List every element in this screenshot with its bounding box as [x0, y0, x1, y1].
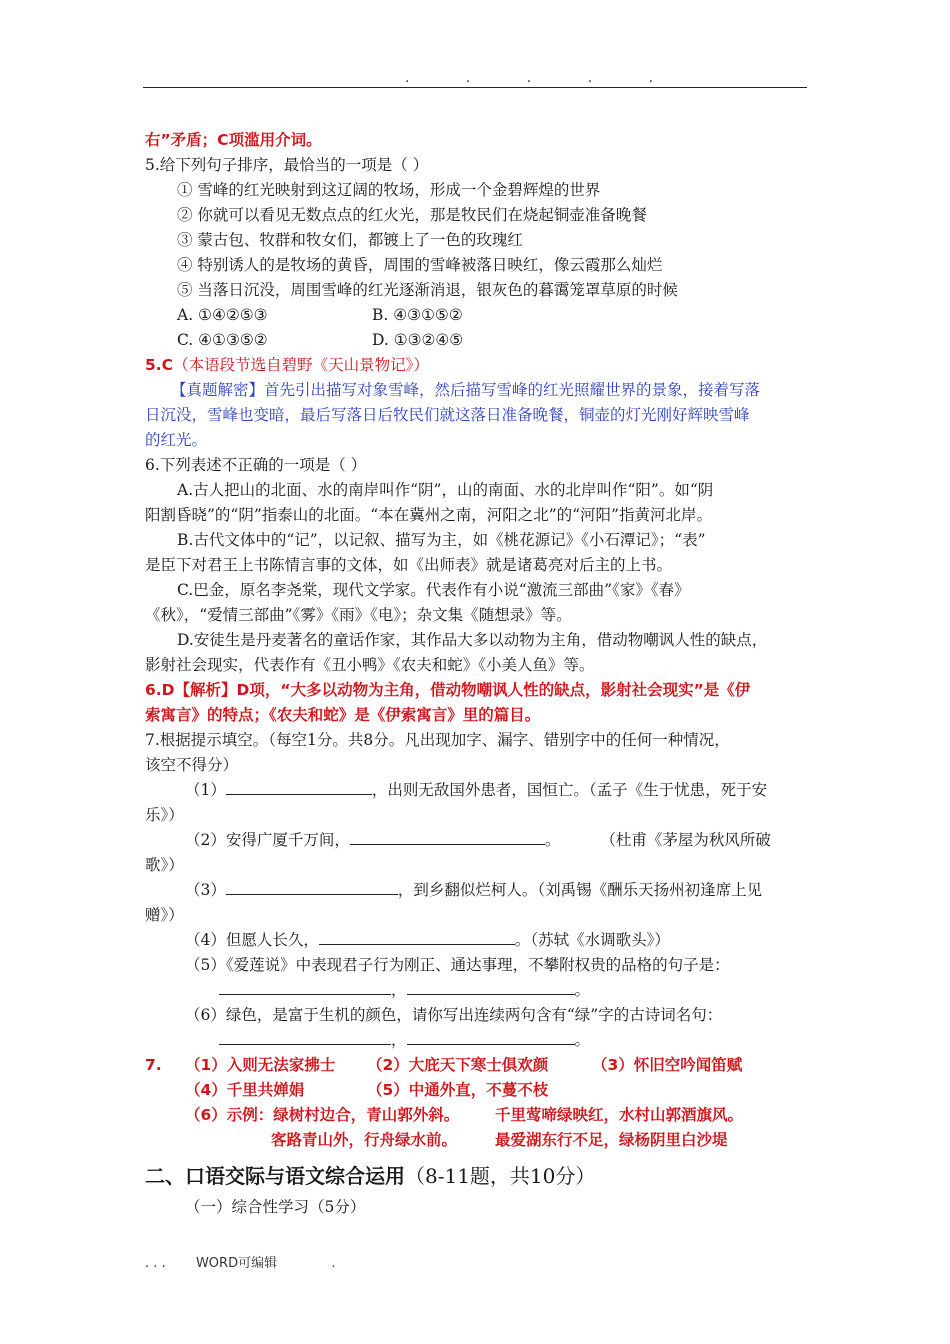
answer-7-item-6c: 客路青山外，行舟绿水前。 — [271, 1131, 458, 1149]
section-2-title — [145, 1159, 815, 1193]
answer-5-explain-2: 日沉没，雪峰也变暗，最后写落日后牧民们就这落日准备晚餐，铜壶的灯光刚好辉映雪峰 — [145, 406, 750, 424]
fill-5-period: 。 — [574, 981, 591, 999]
fill-1-cont: 乐》） — [145, 806, 184, 824]
answer-6-line-2: 索寓言》的特点；《农夫和蛇》是《伊索寓言》里的篇目。 — [145, 706, 541, 724]
fill-5-blank-1[interactable] — [219, 978, 391, 995]
fill-3-suffix: ，到乡翻似烂柯人。（刘禹锡《酬乐天扬州初逢席上见 — [397, 881, 763, 899]
fill-2-period: 。 — [544, 831, 561, 849]
fill-5-comma: ， — [391, 981, 407, 999]
fill-6: （6）绿色，是富于生机的颜色，请你写出连续两句含有“绿”字的古诗词名句： — [185, 1006, 723, 1024]
answer-tail: 右”矛盾；C项滥用介词。 — [145, 131, 322, 149]
header-dots: . . . . . — [405, 70, 680, 86]
fill-1-prefix: （1） — [185, 781, 226, 799]
footer-label: WORD可编辑 — [195, 1256, 278, 1271]
q5-sentence-1: ① 雪峰的红光映射到这辽阔的牧场，形成一个金碧辉煌的世界 — [177, 181, 601, 199]
question-6-stem: 6.下列表述不正确的一项是（ ） — [145, 456, 367, 474]
question-7-stem-2: 该空不得分） — [145, 756, 239, 774]
fill-6-blank-2[interactable] — [407, 1028, 575, 1045]
answer-7-row-3 — [145, 1103, 815, 1128]
q6-option-b-2: 是臣下对君王上书陈情言事的文体，如《出师表》就是诸葛亮对后主的上书。 — [145, 556, 673, 574]
answer-7-item-6b: 千里莺啼绿映红，水村山郭酒旗风。 — [495, 1106, 744, 1124]
fill-4-blank[interactable] — [319, 928, 515, 945]
q5-option-a: A. ①④②⑤③ — [177, 306, 268, 324]
document-body — [145, 128, 815, 1220]
answer-5-explain-3: 的红光。 — [145, 431, 208, 449]
q5-options-row-1 — [145, 303, 815, 328]
fill-4-suffix: 。（苏轼《水调歌头》） — [514, 931, 670, 949]
answer-7-item-3: （3）怀旧空吟闻笛赋 — [592, 1056, 743, 1074]
q5-option-b: B. ④③①⑤② — [372, 306, 463, 324]
q6-option-a-1: A.古人把山的北面、水的南岸叫作“阴”，山的南面、水的北岸叫作“阳”。如“阴 — [177, 481, 714, 499]
fill-5-answer-line — [145, 978, 815, 1003]
fill-4 — [145, 928, 815, 953]
q6-option-c-1: C.巴金，原名李尧棠，现代文学家。代表作有小说“激流三部曲”《家》《春》 — [177, 581, 690, 599]
q5-sentence-5: ⑤ 当落日沉没，周围雪峰的红光逐渐消退，银灰色的暮霭笼罩草原的时候 — [177, 281, 678, 299]
q6-option-d-2: 影射社会现实，代表作有《丑小鸭》《农夫和蛇》《小美人鱼》等。 — [145, 656, 595, 674]
answer-7-item-4: （4）千里共婵娟 — [185, 1081, 305, 1099]
fill-2 — [145, 828, 815, 853]
fill-1-blank[interactable] — [226, 778, 372, 795]
fill-4-prefix: （4）但愿人长久， — [185, 931, 319, 949]
answer-7-item-6d: 最爱湖东行不足，绿杨阴里白沙堤 — [495, 1131, 728, 1149]
footer-dot-right: . — [331, 1256, 336, 1271]
answer-7-row-4 — [145, 1128, 815, 1153]
header-rule — [143, 87, 807, 88]
fill-3-prefix: （3） — [185, 881, 226, 899]
fill-3-blank[interactable] — [226, 878, 398, 895]
q6-option-d-1: D.安徒生是丹麦著名的童话作家，其作品大多以动物为主角，借动物嘲讽人性的缺点， — [177, 631, 768, 649]
q5-sentence-4: ④ 特别诱人的是牧场的黄昏，周围的雪峰被落日映红，像云霞那么灿烂 — [177, 256, 663, 274]
q5-option-d: D. ①③②④⑤ — [372, 331, 464, 349]
subsection-1-title: （一）综合性学习（5分） — [185, 1198, 366, 1216]
answer-7-number: 7. — [145, 1056, 162, 1074]
fill-2-cont: 歌》） — [145, 856, 184, 874]
question-5-stem: 5.给下列句子排序，最恰当的一项是（ ） — [145, 156, 429, 174]
fill-1-suffix: ，出则无敌国外患者，国恒亡。（孟子《生于忧患，死于安 — [371, 781, 768, 799]
section-2-title-main: 二、口语交际与语文综合运用 — [145, 1164, 405, 1188]
fill-6-comma: ， — [391, 1031, 407, 1049]
fill-5-blank-2[interactable] — [407, 978, 575, 995]
answer-5-source: （本语段节选自碧野《天山景物记》） — [173, 356, 429, 374]
answer-5-head — [145, 353, 815, 378]
answer-5-explain-1: 【真题解密】首先引出描写对象雪峰，然后描写雪峰的红光照耀世界的景象，接着写落 — [171, 381, 761, 399]
footer-dots-left: . . . — [145, 1256, 166, 1271]
answer-6-line-1: 6.D【解析】D项，“大多以动物为主角，借动物嘲讽人性的缺点，影射社会现实”是《伊 — [145, 681, 751, 699]
fill-5: （5）《爱莲说》中表现君子行为刚正、通达事理，不攀附权贵的品格的句子是： — [185, 956, 730, 974]
fill-6-period: 。 — [574, 1031, 591, 1049]
answer-7-row-1 — [145, 1053, 815, 1078]
page-footer — [145, 1252, 336, 1271]
answer-7-item-1: （1）入则无法家拂士 — [185, 1056, 336, 1074]
q6-option-c-2: 《秋》，“爱情三部曲”《雾》《雨》《电》；杂文集《随想录》等。 — [145, 606, 572, 624]
q5-sentence-3: ③ 蒙古包、牧群和牧女们，都镀上了一色的玫瑰红 — [177, 231, 523, 249]
section-2-title-score: （8-11题，共10分） — [405, 1164, 596, 1188]
fill-3-cont: 赠》） — [145, 906, 184, 924]
q5-sentence-2: ② 你就可以看见无数点点的红火光，那是牧民们在烧起铜壶准备晚餐 — [177, 206, 647, 224]
answer-7-row-2 — [145, 1078, 815, 1103]
answer-7-item-2: （2）大庇天下寒士俱欢颜 — [367, 1056, 549, 1074]
fill-2-blank[interactable] — [350, 828, 545, 845]
q6-option-b-1: B.古代文体中的“记”，以记叙、描写为主，如《桃花源记》《小石潭记》；“表” — [177, 531, 706, 549]
fill-6-answer-line — [145, 1028, 815, 1053]
fill-6-blank-1[interactable] — [219, 1028, 391, 1045]
q6-option-a-2: 阳割昏晓”的“阴”指泰山的北面。“本在冀州之南，河阳之北”的“河阳”指黄河北岸。 — [145, 506, 712, 524]
fill-3 — [145, 878, 815, 903]
question-7-stem-1: 7.根据提示填空。（每空1分。共8分。凡出现加字、漏字、错别字中的任何一种情况， — [145, 731, 730, 749]
q5-options-row-2 — [145, 328, 815, 353]
q5-option-c: C. ④①③⑤② — [177, 331, 268, 349]
answer-7-item-5: （5）中通外直，不蔓不枝 — [367, 1081, 549, 1099]
fill-1 — [145, 778, 815, 803]
answer-7-item-6a: （6）示例：绿树村边合，青山郭外斜。 — [185, 1106, 460, 1124]
answer-5-label: 5.C — [145, 356, 174, 374]
fill-2-prefix: （2）安得广厦千万间， — [185, 831, 350, 849]
fill-2-source: （杜甫《茅屋为秋风所破 — [600, 831, 771, 849]
